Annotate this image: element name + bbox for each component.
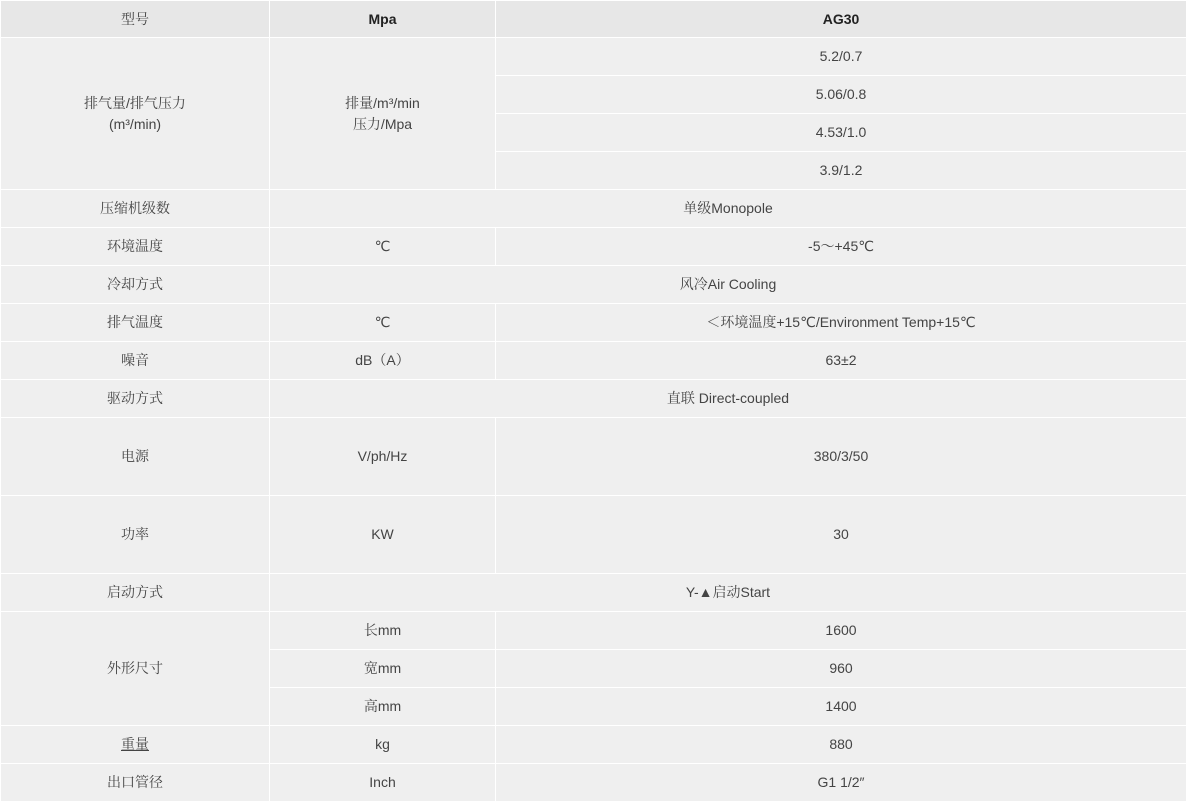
row-value-power: 30 <box>496 496 1186 574</box>
row-value-noise: 63±2 <box>496 342 1186 380</box>
table-row <box>1 190 1186 228</box>
table-row <box>1 574 1186 612</box>
row-value-weight: 880 <box>496 726 1186 764</box>
table-row <box>1 228 1186 266</box>
row-value-dimension-height: 1400 <box>496 688 1186 726</box>
row-unit-displacement-line2: 压力/Mpa <box>276 114 489 135</box>
row-label-power: 功率 <box>1 496 270 574</box>
table-row <box>1 38 1186 76</box>
row-label-start-mode: 启动方式 <box>1 574 270 612</box>
row-unit-ambient-temp: ℃ <box>270 228 496 266</box>
row-label-displacement-line2: (m³/min) <box>7 114 263 135</box>
row-value-ambient-temp: -5～+45℃ <box>496 228 1186 266</box>
table-row <box>1 764 1186 802</box>
row-value-dimension-length: 1600 <box>496 612 1186 650</box>
row-label-weight-text: 重量 <box>121 736 149 752</box>
table-row <box>1 726 1186 764</box>
row-value-displacement-3: 4.53/1.0 <box>496 114 1186 152</box>
table-row <box>1 380 1186 418</box>
row-unit-displacement-line1: 排量/m³/min <box>276 93 489 114</box>
row-label-noise: 噪音 <box>1 342 270 380</box>
row-unit-outlet-diameter: Inch <box>270 764 496 802</box>
row-label-stages: 压缩机级数 <box>1 190 270 228</box>
table-row <box>1 266 1186 304</box>
row-unit-weight: kg <box>270 726 496 764</box>
row-unit-dimension-length: 长mm <box>270 612 496 650</box>
row-value-start-mode: Y-▲启动Start <box>270 574 1186 612</box>
row-unit-power-supply: V/ph/Hz <box>270 418 496 496</box>
row-value-stages: 单级Monopole <box>270 190 1186 228</box>
row-value-displacement-1: 5.2/0.7 <box>496 38 1186 76</box>
row-value-exhaust-temp: ＜环境温度+15℃/Environment Temp+15℃ <box>496 304 1186 342</box>
row-label-ambient-temp: 环境温度 <box>1 228 270 266</box>
row-value-drive: 直联 Direct-coupled <box>270 380 1186 418</box>
row-unit-exhaust-temp: ℃ <box>270 304 496 342</box>
header-unit-label: Mpa <box>270 1 496 38</box>
row-unit-noise: dB（A） <box>270 342 496 380</box>
row-label-displacement-line1: 排气量/排气压力 <box>7 93 263 114</box>
row-value-displacement-4: 3.9/1.2 <box>496 152 1186 190</box>
table-header-row <box>1 1 1186 38</box>
table-row <box>1 342 1186 380</box>
row-label-drive: 驱动方式 <box>1 380 270 418</box>
row-label-cooling: 冷却方式 <box>1 266 270 304</box>
table-row <box>1 612 1186 650</box>
row-value-outlet-diameter: G1 1/2″ <box>496 764 1186 802</box>
row-label-exhaust-temp: 排气温度 <box>1 304 270 342</box>
row-unit-dimension-width: 宽mm <box>270 650 496 688</box>
row-label-displacement <box>1 38 270 190</box>
table-row <box>1 418 1186 496</box>
row-value-dimension-width: 960 <box>496 650 1186 688</box>
row-value-cooling: 风冷Air Cooling <box>270 266 1186 304</box>
table-row <box>1 496 1186 574</box>
row-label-outlet-diameter: 出口管径 <box>1 764 270 802</box>
header-model-value: AG30 <box>496 1 1186 38</box>
row-unit-power: KW <box>270 496 496 574</box>
row-label-weight <box>1 726 270 764</box>
row-label-dimensions: 外形尺寸 <box>1 612 270 726</box>
row-value-displacement-2: 5.06/0.8 <box>496 76 1186 114</box>
row-value-power-supply: 380/3/50 <box>496 418 1186 496</box>
row-unit-displacement <box>270 38 496 190</box>
row-label-power-supply: 电源 <box>1 418 270 496</box>
row-unit-dimension-height: 高mm <box>270 688 496 726</box>
header-model-label: 型号 <box>1 1 270 38</box>
table-row <box>1 304 1186 342</box>
